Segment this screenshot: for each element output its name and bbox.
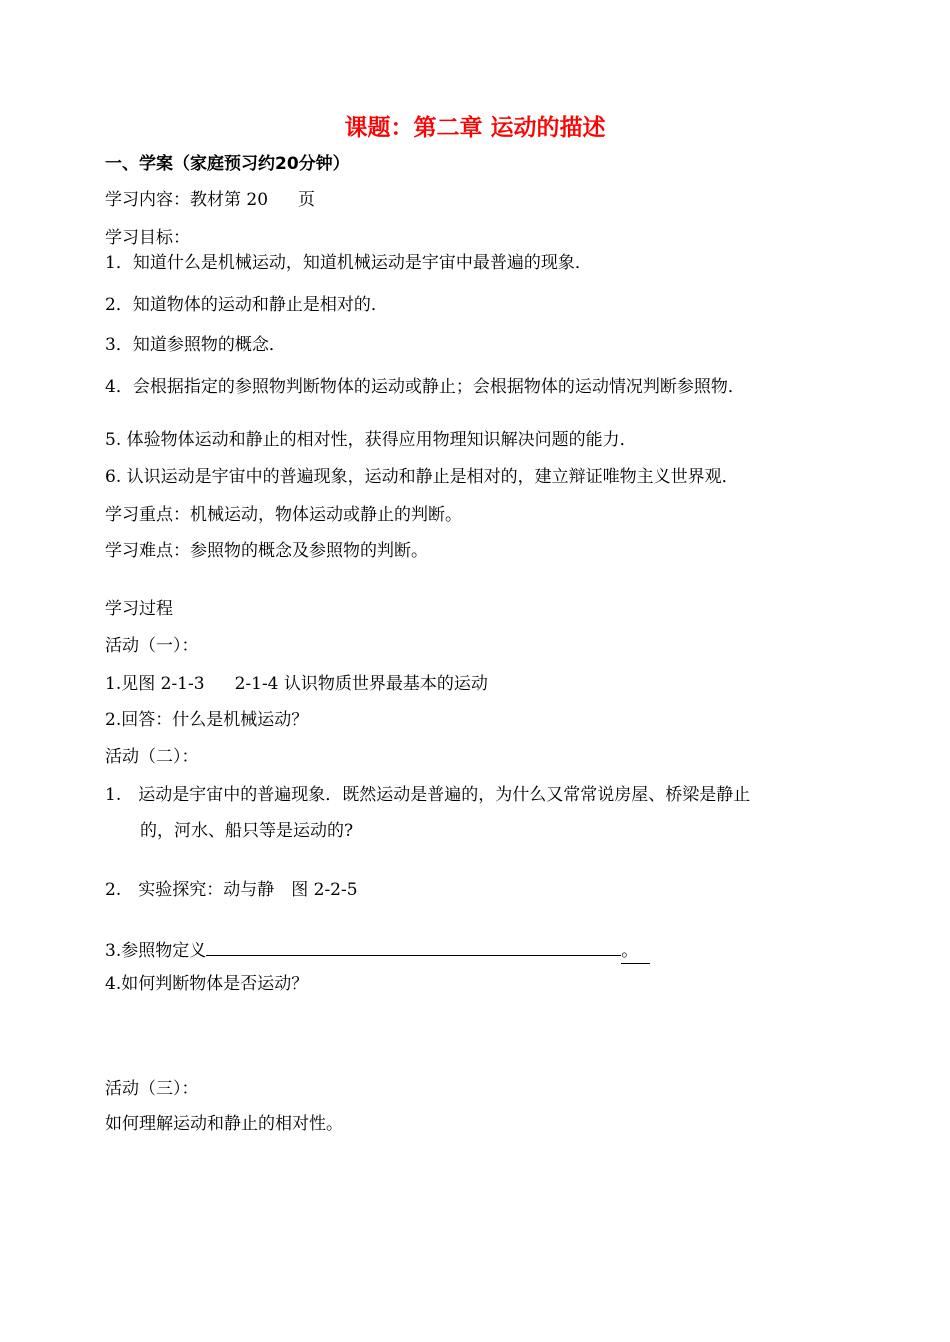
difficulty: 学习难点：参照物的概念及参照物的判断。 xyxy=(105,541,428,561)
goal-item-2: 2．知道物体的运动和静止是相对的． xyxy=(105,295,388,315)
goal-item-5: 5. 体验物体运动和静止的相对性，获得应用物理知识解决问题的能力． xyxy=(105,430,637,450)
section-heading: 一、学案（家庭预习约20分钟） xyxy=(105,154,350,174)
content-label: 学习内容：教材第 20 xyxy=(105,190,269,210)
activity2-item1-line1: 1. 运动是宇宙中的普遍现象．既然运动是普遍的，为什么又常常说房屋、桥梁是静止 xyxy=(105,785,751,805)
activity2-item3-end: 。 xyxy=(621,939,650,964)
activity1-item2: 2.回答：什么是机械运动？ xyxy=(105,710,309,730)
activity1-heading: 活动（一）： xyxy=(105,636,199,656)
content-page-unit: 页 xyxy=(298,190,316,210)
activity2-item3-label: 3.参照物定义 xyxy=(105,941,207,961)
activity1-item1-b: 2-1-4 认识物质世界最基本的运动 xyxy=(234,674,488,694)
answer-blank-line xyxy=(206,937,621,956)
activity3-heading: 活动（三）： xyxy=(105,1079,199,1099)
activity1-item1-a: 1.见图 2-1-3 xyxy=(105,674,205,694)
process-heading: 学习过程 xyxy=(105,599,173,619)
activity3-item1: 如何理解运动和静止的相对性。 xyxy=(105,1114,343,1134)
goal-item-3: 3．知道参照物的概念． xyxy=(105,335,286,355)
goals-heading: 学习目标： xyxy=(105,228,190,248)
goal-item-1: 1．知道什么是机械运动，知道机械运动是宇宙中最普遍的现象． xyxy=(105,253,592,273)
activity2-item1-line2: 的，河水、船只等是运动的? xyxy=(140,821,354,841)
activity2-item4: 4.如何判断物体是否运动？ xyxy=(105,974,309,994)
page-title: 课题：第二章 运动的描述 xyxy=(344,115,606,141)
activity2-item2: 2. 实验探究：动与静 图 2-2-5 xyxy=(105,880,358,900)
goal-item-4: 4．会根据指定的参照物判断物体的运动或静止；会根据物体的运动情况判断参照物． xyxy=(105,377,745,397)
activity2-item3 xyxy=(105,937,650,964)
activity2-heading: 活动（二）： xyxy=(105,747,199,767)
activity1-item1 xyxy=(105,672,488,696)
goal-item-6: 6. 认识运动是宇宙中的普遍现象，运动和静止是相对的，建立辩证唯物主义世界观． xyxy=(105,467,739,487)
key-point: 学习重点：机械运动，物体运动或静止的判断。 xyxy=(105,505,462,525)
content-line xyxy=(105,188,315,212)
